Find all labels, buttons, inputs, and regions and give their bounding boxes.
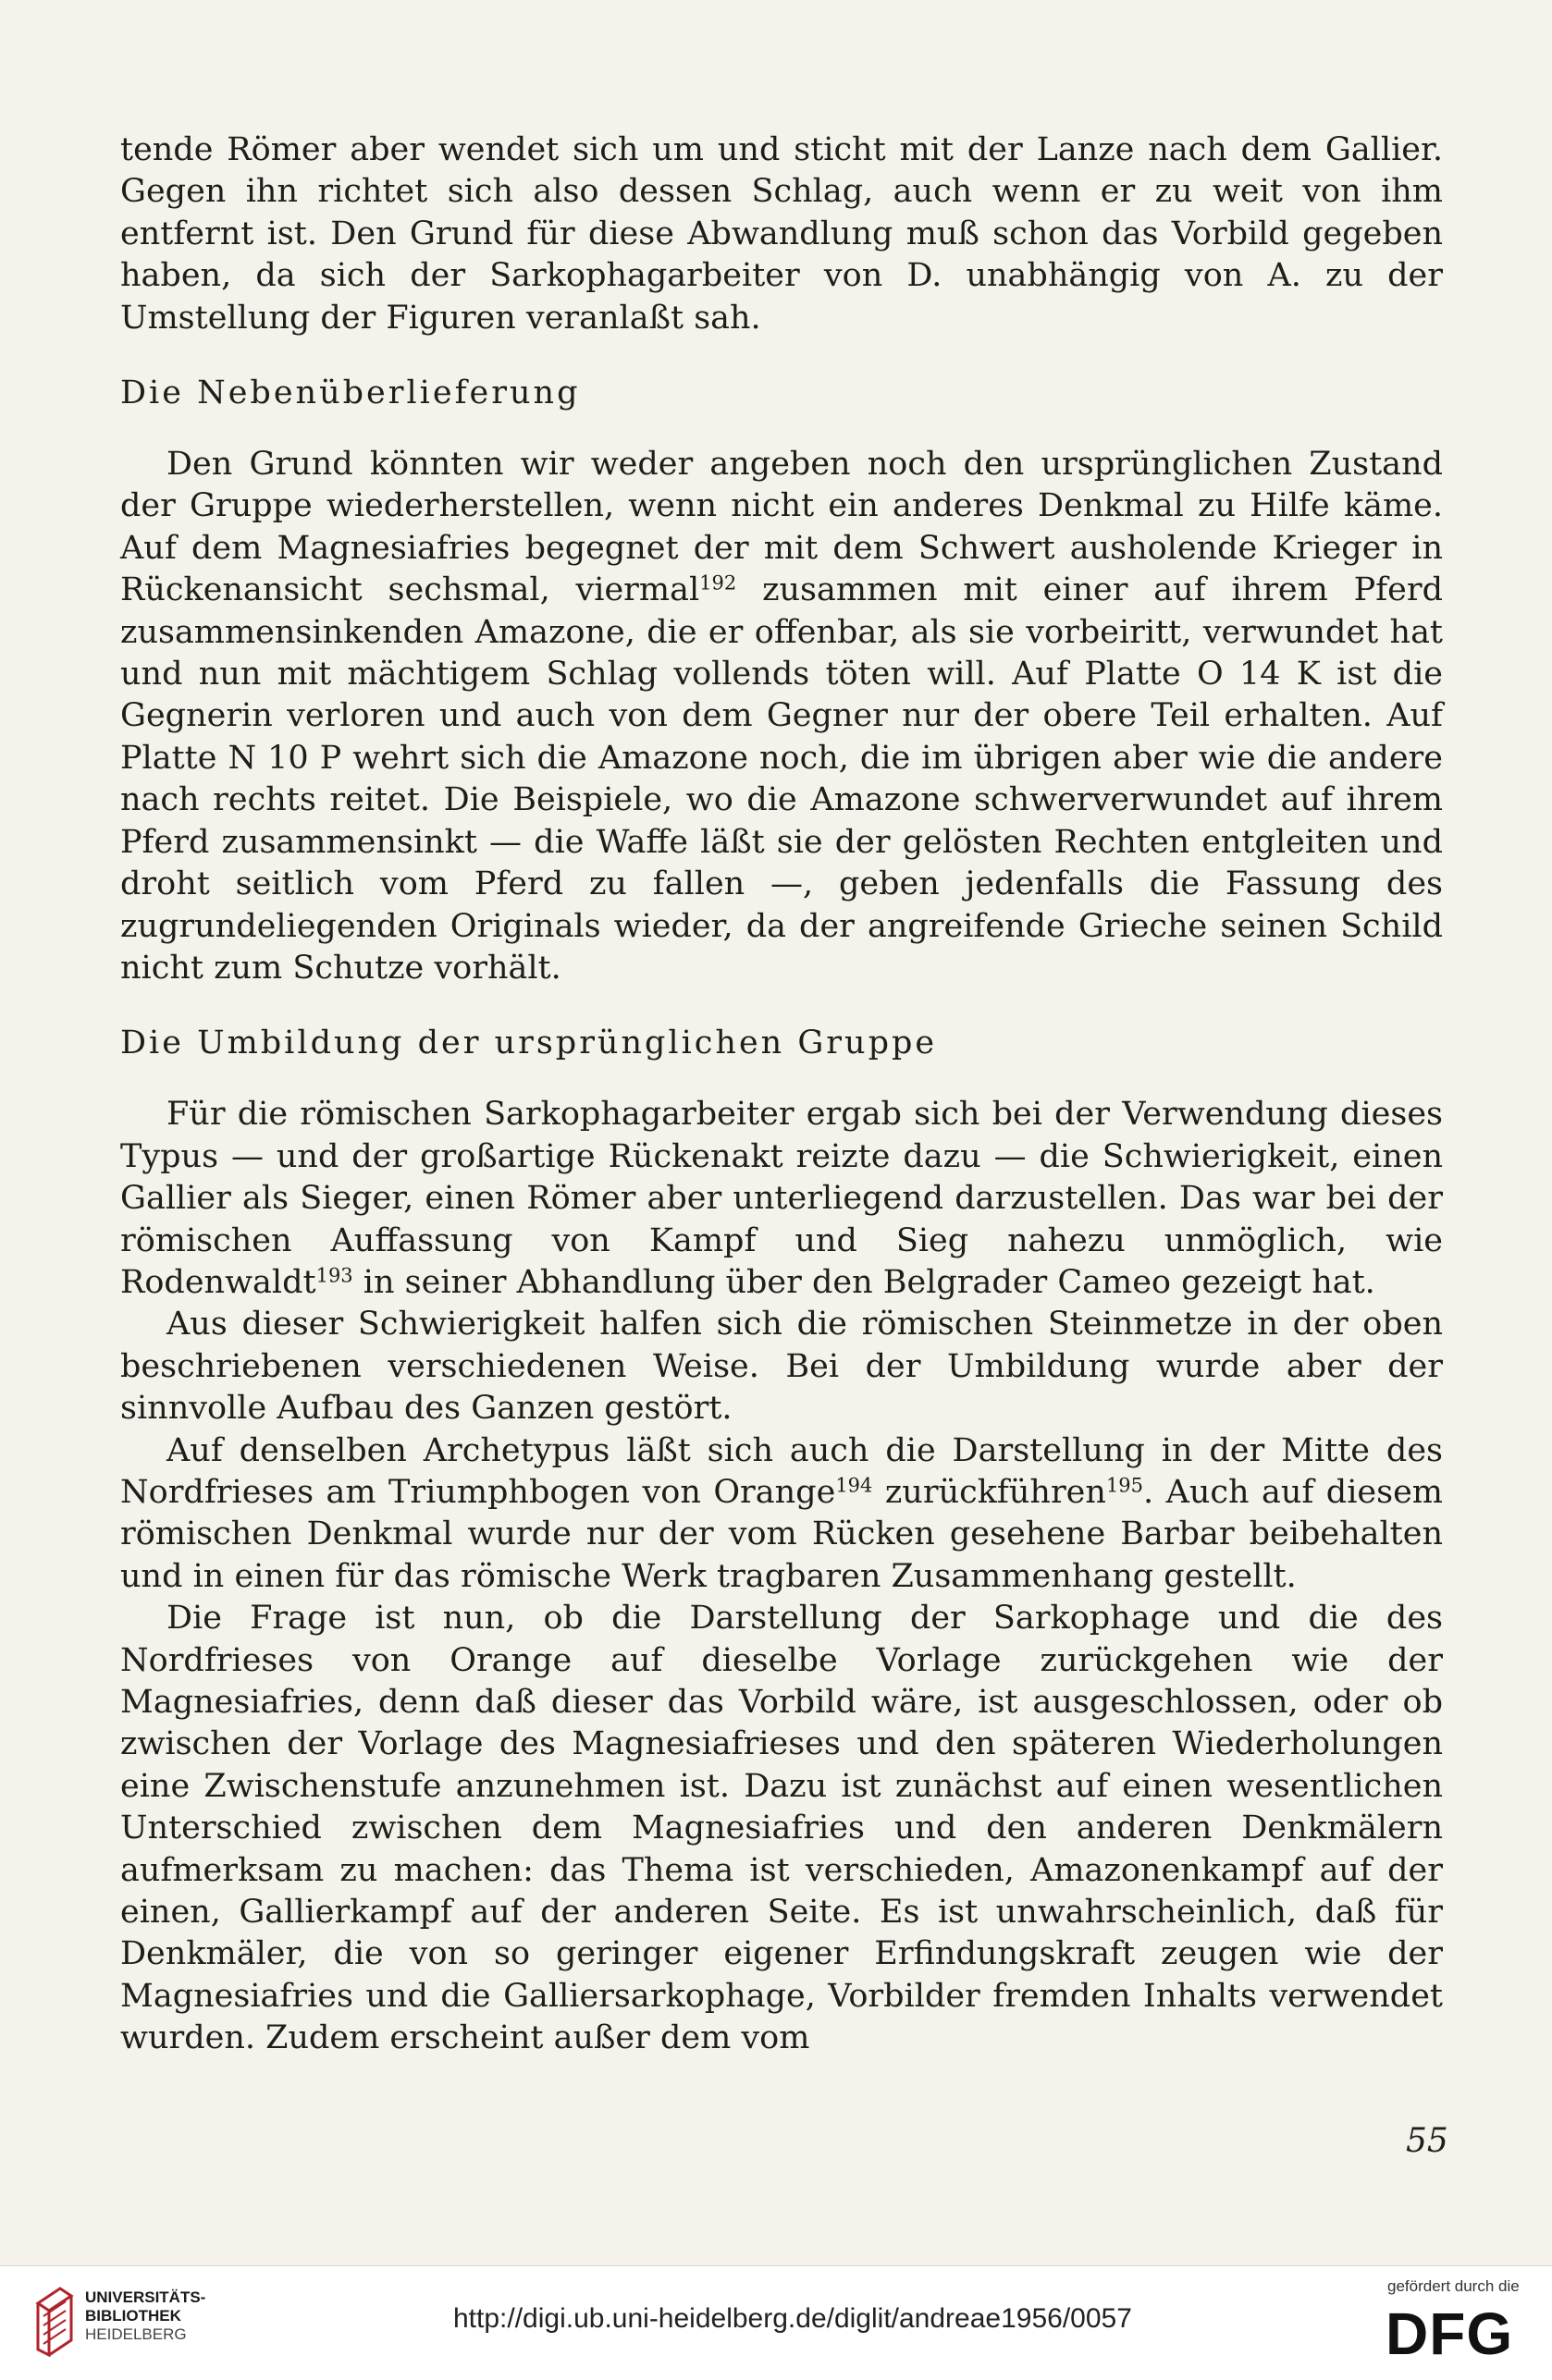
paragraph: [120, 444, 1443, 989]
text-run: zurückführen: [872, 1473, 1106, 1511]
logo-line: HEIDELBERG: [85, 2325, 187, 2343]
text-run: Den Grund könnten wir weder angeben noch den ursprünglichen Zustand der Gruppe wiederherstellen, wenn nicht ein anderes Denkmal zu Hilfe käme. Auf dem Magnesiafries begegnet der mit dem Schwert ausholende Krieger in Rückenansicht sechsmal, viermal: [120, 446, 1443, 609]
paragraph: Aus dieser Schwierigkeit halfen sich die römischen Steinmetze in der oben beschriebenen verschiedenen Weise. Bei der Umbildung wurde aber der sinnvolle Aufbau des Ganzen gestört.: [120, 1306, 1443, 1428]
dfg-logo: DFG: [1386, 2300, 1514, 2367]
university-library-logo-icon: [32, 2285, 77, 2357]
text-run: . Auch auf diesem römischen Denkmal wurde nur der vom Rücken gesehene Barbar beibehalten und in einen für das römische Werk tragbaren Zusammenhang gestellt.: [120, 1473, 1443, 1595]
text-run: Auf denselben Archetypus läßt sich auch die Darstellung in der Mitte des Nordfrieses am Triumphbogen von Orange: [120, 1431, 1443, 1511]
paragraph: [120, 1094, 1443, 1304]
section-heading-nebenueberlieferung: Die Nebenüberlieferung: [120, 374, 581, 412]
text-run: Für die römischen Sarkophagarbeiter ergab sich bei der Verwendung dieses Typus — und der großartige Rückenakt reizte dazu — die Schwierigkeit, einen Gallier als Sieger, einen Römer aber unterliegend darzustellen. Das war bei der römischen Auffassung von Kampf und Sieg nahezu unmöglich, wie Rodenwaldt: [120, 1096, 1443, 1301]
page-text: [120, 129, 1443, 2060]
permalink-url[interactable]: http://digi.ub.uni-heidelberg.de/diglit/andreae1956/0057: [453, 2303, 1132, 2334]
page-number: 55: [1406, 2122, 1448, 2160]
university-library-name: [85, 2288, 205, 2344]
paragraph: [120, 1430, 1443, 1599]
footnote-ref-193: 193: [315, 1264, 353, 1287]
text-run: in seiner Abhandlung über den Belgrader Cameo gezeigt hat.: [352, 1263, 1375, 1301]
paragraph-continuation: tende Römer aber wendet sich um und sticht mit der Lanze nach dem Gallier. Gegen ihn richtet sich also dessen Schlag, auch wenn er zu weit von ihm entfernt ist. Den Grund für diese Abwandlung muß schon das Vorbild gegeben haben, da sich der Sarkophagarbeiter von D. unabhängig von A. zu der Umstellung der Figuren veranlaßt sah.: [120, 131, 1443, 337]
paragraph: Die Frage ist nun, ob die Darstellung der Sarkophage und die des Nordfrieses von Orange auf dieselbe Vorlage zurückgehen wie der Magnesiafries, denn daß dieser das Vorbild wäre, ist ausgeschlossen, oder ob zwischen der Vorlage des Magnesiafrieses und den späteren Wiederholungen eine Zwischenstufe anzunehmen ist. Dazu ist zunächst auf einen wesentlichen Unterschied zwischen dem Magnesiafries und den anderen Denkmälern aufmerksam zu machen: das Thema ist verschieden, Amazonenkampf auf der einen, Gallierkampf auf der anderen Seite. Es ist unwahrscheinlich, daß für Denkmäler, die von so geringer eigener Erfindungskraft zeugen wie der Magnesiafries und die Galliersarkophage, Vorbilder fremden Inhalts verwendet wurden. Zudem erscheint außer dem vom: [120, 1600, 1443, 2057]
section-heading-umbildung: Die Umbildung der ursprünglichen Gruppe: [120, 1024, 938, 1062]
footnote-ref-195: 195: [1105, 1474, 1144, 1497]
footnote-ref-192: 192: [699, 571, 737, 595]
footnote-ref-194: 194: [835, 1474, 873, 1497]
text-run: zusammen mit einer auf ihrem Pferd zusammensinkenden Amazone, die er offenbar, als sie vorbeiritt, verwundet hat und nun mit mächtigem Schlag vollends töten will. Auf Platte O 14 K ist die Gegnerin verloren und auch von dem Gegner nur der obere Teil erhalten. Auf Platte N 10 P wehrt sich die Amazone noch, die im übrigen aber wie die andere nach rechts reitet. Die Beispiele, wo die Amazone schwerverwundet auf ihrem Pferd zusammensinkt — die Waffe läßt sie der gelösten Rechten entgleiten und droht seitlich vom Pferd zu fallen —, geben jedenfalls die Fassung des zugrundeliegenden Originals wieder, da der angreifende Grieche seinen Schild nicht zum Schutze vorhält.: [120, 571, 1443, 987]
logo-line: BIBLIOTHEK: [85, 2307, 181, 2325]
funding-note: gefördert durch die: [1387, 2277, 1520, 2295]
footer-bar: [0, 2265, 1552, 2380]
logo-line: UNIVERSITÄTS-: [85, 2288, 206, 2306]
